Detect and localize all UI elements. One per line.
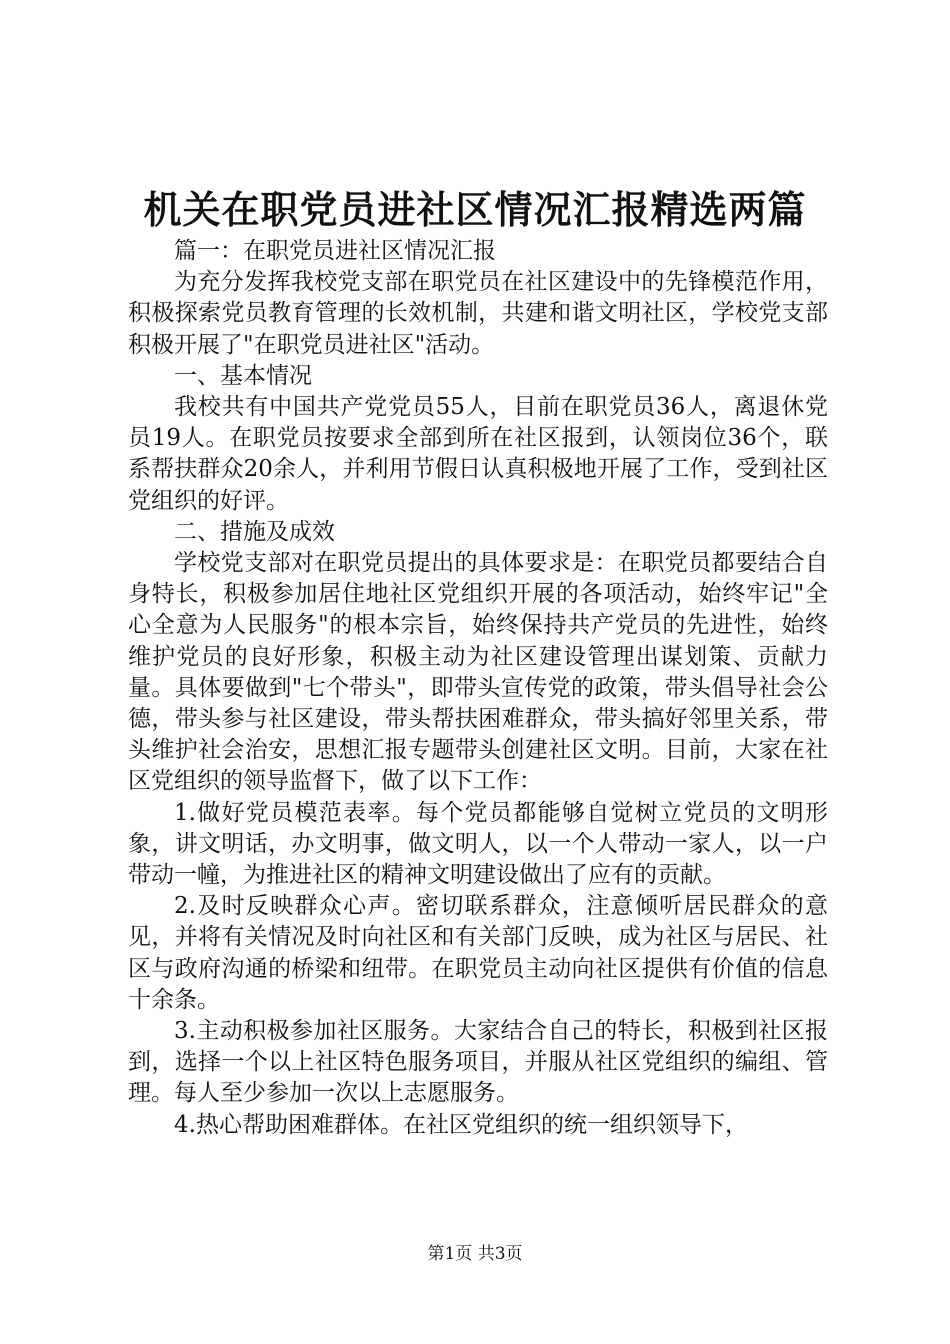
page-footer: 第1页 共3页: [427, 1244, 523, 1264]
section-heading-basic-situation: 一、基本情况: [174, 362, 312, 389]
document-body: [128, 236, 828, 1141]
section-heading-measures: 二、措施及成效: [174, 518, 335, 545]
list-item-3: 3.主动积极参加社区服务。大家结合自己的特长，积极到社区报到，选择一个以上社区特色服务项目，并服从社区党组织的编组、管理。每人至少参加一次以上志愿服务。: [128, 1018, 828, 1107]
document-title: 机关在职党员进社区情况汇报精选两篇: [143, 187, 807, 232]
section-heading-part-one: 篇一：在职党员进社区情况汇报: [174, 238, 496, 264]
list-item-1: 1.做好党员模范表率。每个党员都能够自觉树立党员的文明形象，讲文明话，办文明事，做文明人，以一个人带动一家人，以一户带动一幢，为推进社区的精神文明建设做出了应有的贡献。: [128, 799, 828, 889]
list-item-4: 4.热心帮助困难群体。在社区党组织的统一组织领导下，: [174, 1111, 748, 1138]
paragraph-intro: 为充分发挥我校党支部在职党员在社区建设中的先锋模范作用，积极探索党员教育管理的长效机制，共建和谐文明社区，学校党支部积极开展了"在职党员进社区"活动。: [128, 269, 828, 358]
paragraph-requirements: 学校党支部对在职党员提出的具体要求是：在职党员都要结合自身特长，积极参加居住地社区党组织开展的各项活动，始终牢记"全心全意为人民服务"的根本宗旨，始终保持共产党员的先进性，始终维护党员的良好形象，积极主动为社区建设管理出谋划策、贡献力量。具体要做到"七个带头"，即带头宣传党的政策，带头倡导社会公德，带头参与社区建设，带头帮扶困难群众，带头搞好邻里关系，带头维护社会治安，思想汇报专题带头创建社区文明。目前，大家在社区党组织的领导监督下，做了以下工作：: [128, 550, 828, 795]
paragraph-basic-situation: 我校共有中国共产党党员55人，目前在职党员36人，离退休党员19人。在职党员按要求全部到所在社区报到，认领岗位36个，联系帮扶群众20余人，并利用节假日认真积极地开展了工作，受到社区党组织的好评。: [128, 394, 828, 514]
list-item-2: 2.及时反映群众心声。密切联系群众，注意倾听居民群众的意见，并将有关情况及时向社区和有关部门反映，成为社区与居民、社区与政府沟通的桥梁和纽带。在职党员主动向社区提供有价值的信息十余条。: [128, 893, 828, 1013]
